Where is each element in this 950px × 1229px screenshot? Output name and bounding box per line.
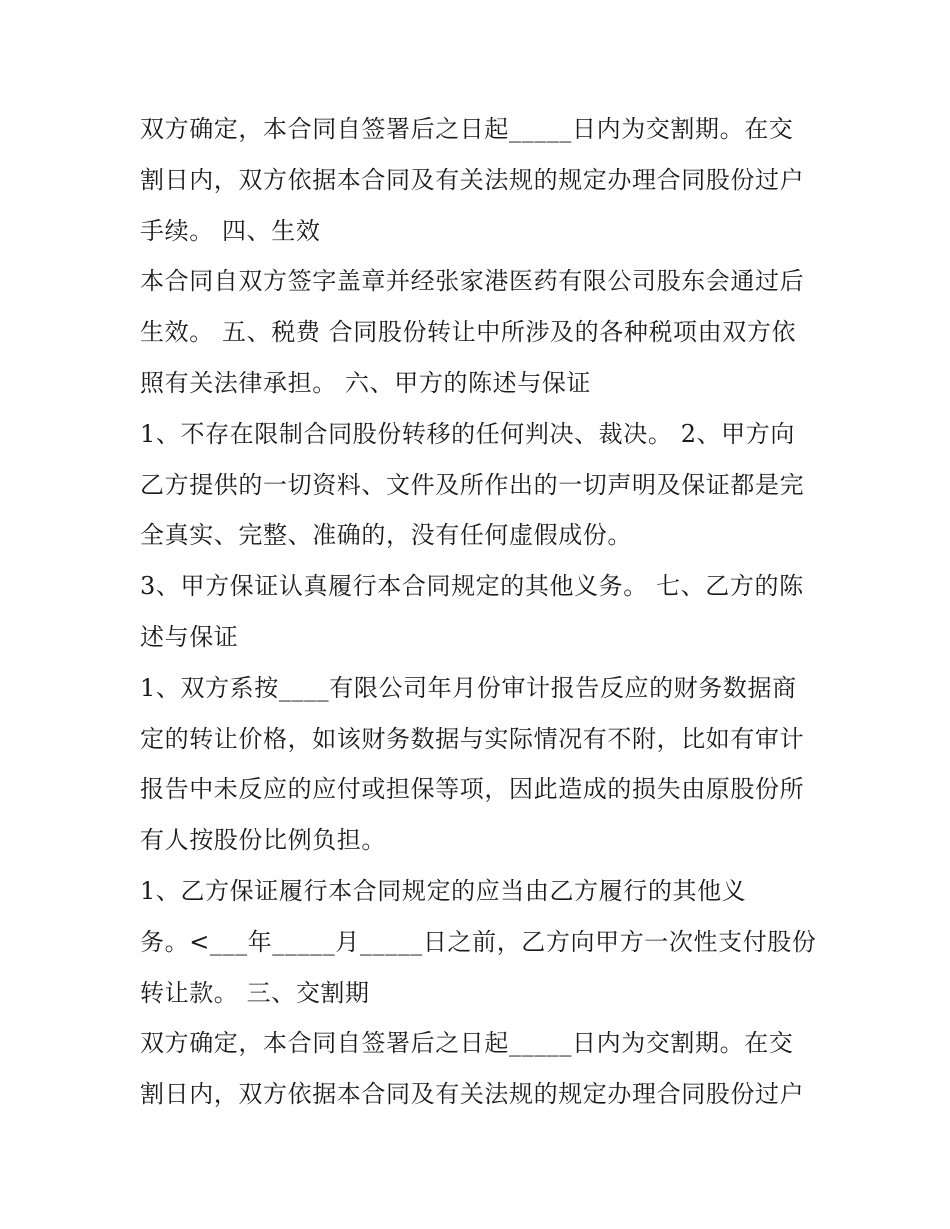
document-body [140, 104, 830, 1120]
text-line: 割日内，双方依据本合同及有关法规的规定办理合同股份过户 [140, 1080, 805, 1109]
text-line: 照有关法律承担。 六、甲方的陈述与保证 [140, 368, 592, 397]
text-line: 定的转让价格，如该财务数据与实际情况有不附，比如有审计 [140, 724, 805, 753]
text-line: 述与保证 [140, 622, 239, 651]
text-line: 报告中未反应的应付或担保等项，因此造成的损失由原股份所 [140, 775, 805, 804]
text-line: 有人按股份比例负担。 [140, 826, 386, 855]
text-line: 1、不存在限制合同股份转移的任何判决、裁决。 2、甲方向 [140, 419, 795, 448]
text-line: 全真实、完整、准确的，没有任何虚假成份。 [140, 521, 632, 550]
text-line: 本合同自双方签字盖章并经张家港医药有限公司股东会通过后 [140, 267, 805, 296]
text-line: 转让款。 三、交割期 [140, 978, 370, 1007]
text-line: 3、甲方保证认真履行本合同规定的其他义务。 七、乙方的陈 [140, 572, 804, 601]
text-line: 双方确定，本合同自签署后之日起_____日内为交割期。在交 [140, 1029, 794, 1058]
text-line: 1、双方系按____有限公司年月份审计报告反应的财务数据商 [140, 673, 797, 702]
text-line: 割日内，双方依据本合同及有关法规的规定办理合同股份过户 [140, 165, 805, 194]
text-line: 务。<___年_____月_____日之前，乙方向甲方一次性支付股份 [140, 927, 817, 956]
text-line: 生效。 五、税费 合同股份转让中所涉及的各种税项由双方依 [140, 318, 797, 347]
text-line: 乙方提供的一切资料、文件及所作出的一切声明及保证都是完 [140, 470, 805, 499]
text-line: 手续。 四、生效 [140, 216, 321, 245]
text-line: 双方确定，本合同自签署后之日起_____日内为交割期。在交 [140, 115, 794, 143]
text-line: 1、乙方保证履行本合同规定的应当由乙方履行的其他义 [140, 876, 747, 905]
